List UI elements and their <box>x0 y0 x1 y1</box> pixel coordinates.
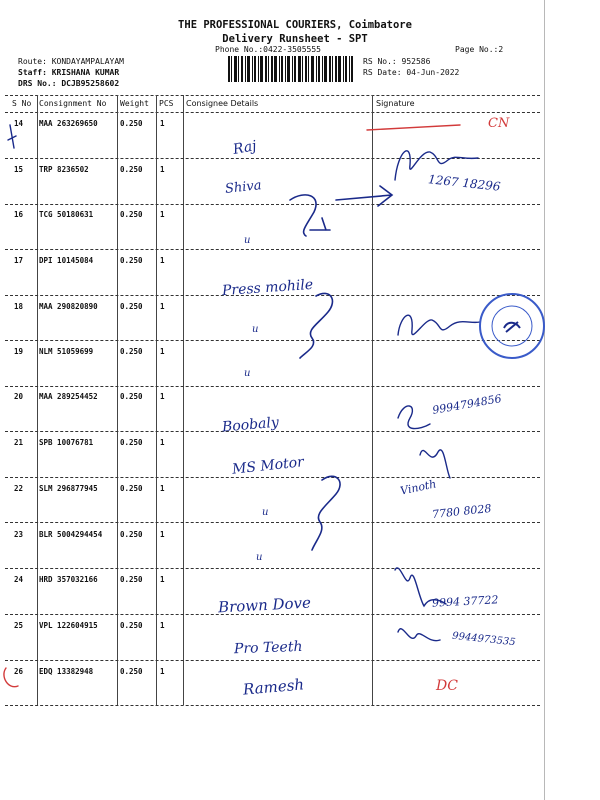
sno-cell: 25 <box>14 621 24 630</box>
consignment-cell: DPI 10145084 <box>39 256 94 265</box>
weight-cell: 0.250 <box>120 667 143 676</box>
weight-cell: 0.250 <box>120 302 143 311</box>
ink-mark <box>310 218 330 230</box>
sno-cell: 18 <box>14 302 24 311</box>
ink-arrow <box>336 186 392 206</box>
handwritten-consignee: Boobaly <box>221 414 280 436</box>
drs-number: DRS No.: DCJB95258602 <box>18 79 120 88</box>
ditto-mark: u <box>256 552 263 563</box>
signature-note: 1267 18296 <box>427 172 502 194</box>
sno-cell: 14 <box>14 119 24 128</box>
pcs-cell: 1 <box>160 392 165 401</box>
consignment-cell: TRP 8236502 <box>39 165 89 174</box>
col-header-signature: Signature <box>376 99 415 108</box>
weight-cell: 0.250 <box>120 575 143 584</box>
rs-date: RS Date: 04-Jun-2022 <box>363 68 460 77</box>
handwritten-consignee: Pro Teeth <box>233 638 303 658</box>
weight-cell: 0.250 <box>120 256 143 265</box>
handwritten-consignee: Ramesh <box>242 675 305 699</box>
consignment-cell: BLR 5004294454 <box>39 530 103 539</box>
red-note: DC <box>436 678 458 694</box>
signature-note: Vinoth <box>399 477 438 498</box>
consignment-cell: MAA 290820890 <box>39 302 98 311</box>
signature-note: 9944973535 <box>451 630 517 649</box>
route-label: Route: KONDAYAMPALAYAM <box>18 57 124 66</box>
signature-scribble <box>398 315 480 335</box>
consignment-cell: NLM 51059699 <box>39 347 94 356</box>
signature-scribble <box>398 406 430 429</box>
ditto-mark: u <box>244 368 251 379</box>
signature-note: 9994 37722 <box>431 593 499 610</box>
sno-cell: 19 <box>14 347 24 356</box>
red-margin-mark <box>4 668 18 687</box>
sno-cell: 17 <box>14 256 24 265</box>
handwritten-consignee: Brown Dove <box>217 593 312 617</box>
ink-brace <box>300 293 332 358</box>
weight-cell: 0.250 <box>120 484 143 493</box>
ditto-mark: u <box>244 235 251 246</box>
red-strike <box>367 125 460 130</box>
pcs-cell: 1 <box>160 302 165 311</box>
pcs-cell: 1 <box>160 210 165 219</box>
sno-cell: 26 <box>14 667 24 676</box>
sno-cell: 21 <box>14 438 24 447</box>
col-header-sno: S No <box>12 99 32 108</box>
weight-cell: 0.250 <box>120 347 143 356</box>
ink-brace <box>312 476 340 550</box>
weight-cell: 0.250 <box>120 210 143 219</box>
margin-tick <box>8 125 16 148</box>
page-number: Page No.:2 <box>455 45 504 54</box>
signature-scribble <box>420 450 450 478</box>
consignment-cell: VPL 122604915 <box>39 621 98 630</box>
consignment-cell: TCG 50180631 <box>39 210 94 219</box>
pcs-cell: 1 <box>160 438 165 447</box>
weight-cell: 0.250 <box>120 438 143 447</box>
consignment-cell: SPB 10076781 <box>39 438 94 447</box>
sno-cell: 20 <box>14 392 24 401</box>
weight-cell: 0.250 <box>120 119 143 128</box>
consignment-cell: SLM 296877945 <box>39 484 98 493</box>
pcs-cell: 1 <box>160 484 165 493</box>
staff-label: Staff: KRISHANA KUMAR <box>18 68 120 77</box>
consignment-cell: MAA 289254452 <box>39 392 98 401</box>
consignment-cell: MAA 263269650 <box>39 119 98 128</box>
sno-cell: 16 <box>14 210 24 219</box>
pcs-cell: 1 <box>160 165 165 174</box>
document-title: Delivery Runsheet - SPT <box>222 33 368 45</box>
pcs-cell: 1 <box>160 119 165 128</box>
rs-number: RS No.: 952586 <box>363 57 431 66</box>
company-stamp <box>478 292 546 360</box>
red-note: CN <box>488 116 510 131</box>
phone-number: Phone No.:0422-3505555 <box>215 45 321 54</box>
col-header-consignee: Consignee Details <box>186 99 259 108</box>
handwritten-consignee: Press mohile <box>221 276 314 300</box>
col-header-pcs: PCS <box>159 99 174 108</box>
sno-cell: 23 <box>14 530 24 539</box>
col-header-weight: Weight <box>120 99 149 108</box>
pcs-cell: 1 <box>160 530 165 539</box>
consignment-cell: HRD 357032166 <box>39 575 98 584</box>
pcs-cell: 1 <box>160 575 165 584</box>
weight-cell: 0.250 <box>120 621 143 630</box>
ditto-mark: u <box>252 324 259 335</box>
pcs-cell: 1 <box>160 347 165 356</box>
weight-cell: 0.250 <box>120 530 143 539</box>
weight-cell: 0.250 <box>120 165 143 174</box>
sno-cell: 22 <box>14 484 24 493</box>
pcs-cell: 1 <box>160 256 165 265</box>
consignment-cell: EDQ 13382948 <box>39 667 94 676</box>
signature-note: 9994794856 <box>431 392 503 417</box>
signature-scribble <box>398 629 440 641</box>
handwritten-consignee: MS Motor <box>231 454 305 478</box>
weight-cell: 0.250 <box>120 392 143 401</box>
ditto-mark: u <box>262 507 269 518</box>
sno-cell: 24 <box>14 575 24 584</box>
company-name: THE PROFESSIONAL COURIERS, Coimbatore <box>178 19 412 31</box>
pcs-cell: 1 <box>160 667 165 676</box>
handwritten-consignee: Shiva <box>224 178 263 197</box>
signature-note: 7780 8028 <box>431 501 493 522</box>
pcs-cell: 1 <box>160 621 165 630</box>
sno-cell: 15 <box>14 165 24 174</box>
col-header-consignment: Consignment No <box>39 99 107 108</box>
handwritten-consignee: Raj <box>231 138 258 158</box>
